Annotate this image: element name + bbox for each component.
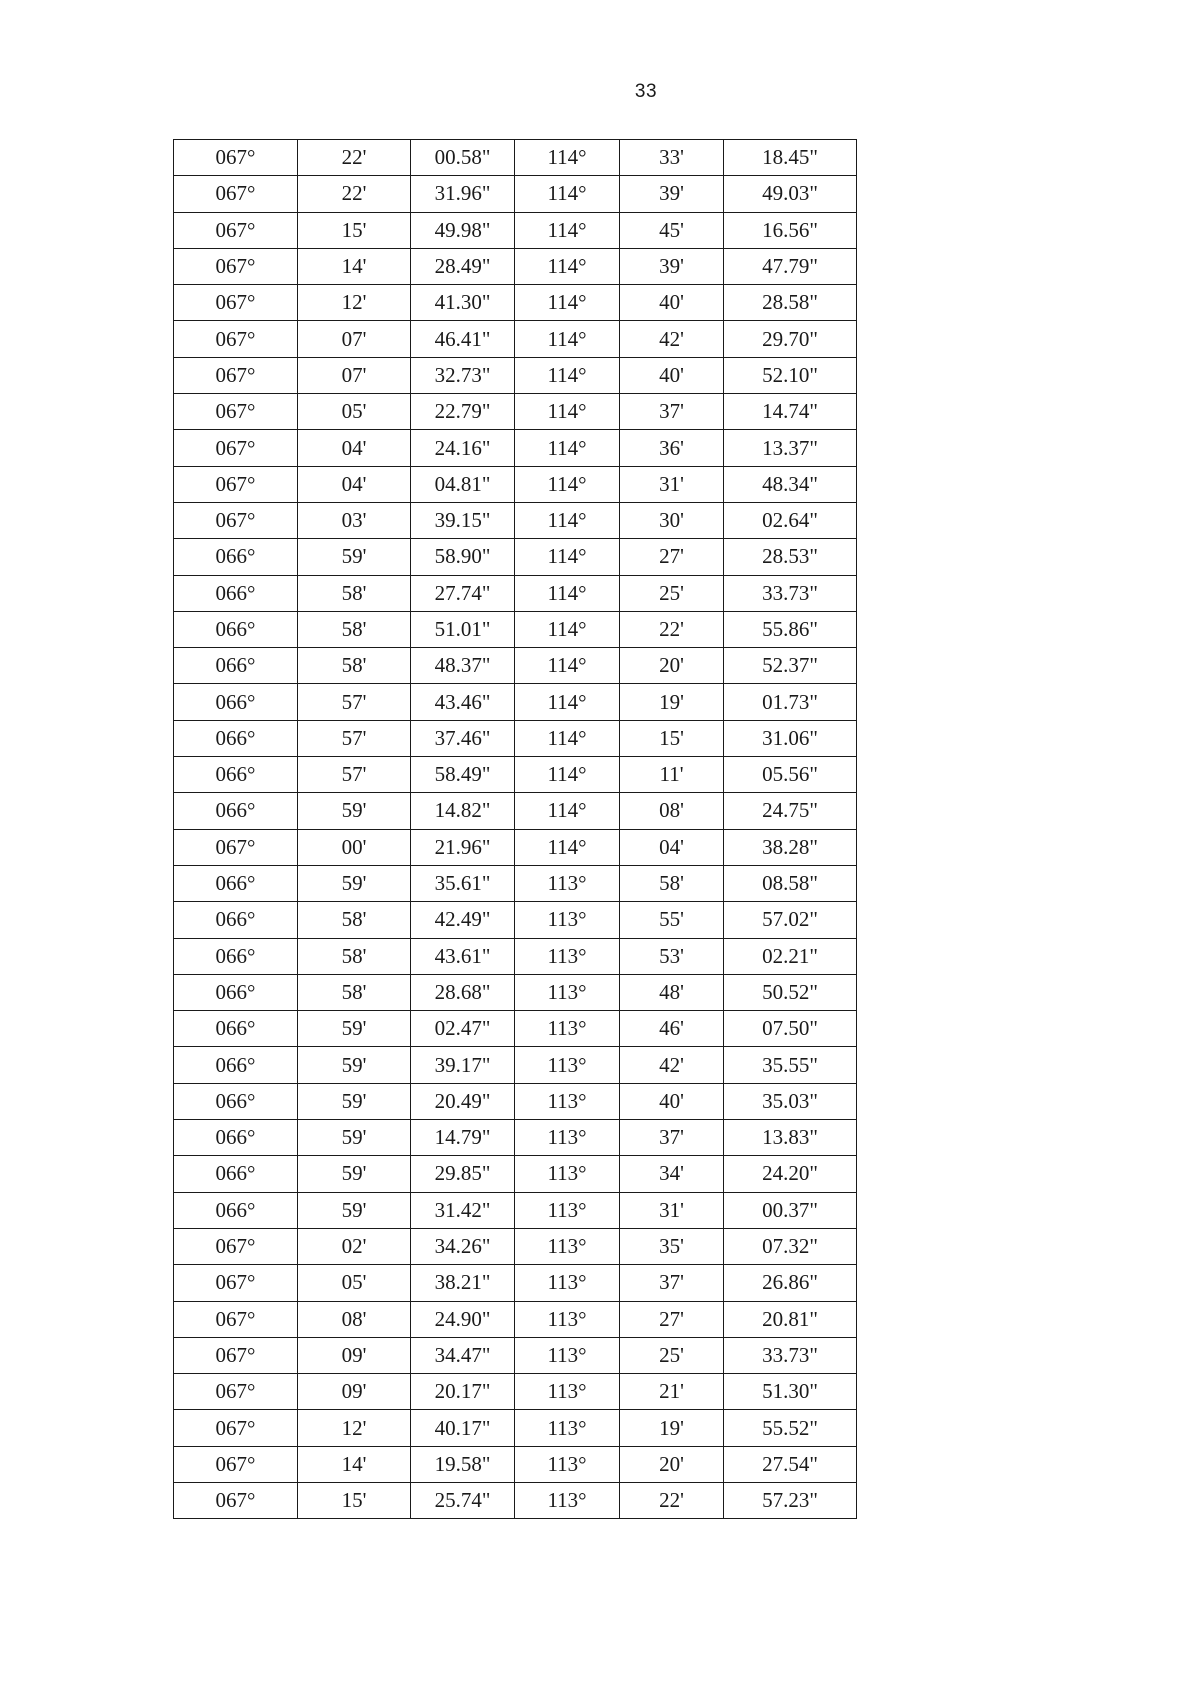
lon-seconds-cell: 28.53" <box>724 539 857 575</box>
lat-seconds-cell: 00.58" <box>411 140 515 176</box>
table-row <box>174 539 857 575</box>
lat-degrees-cell: 066° <box>174 757 298 793</box>
table-row <box>174 502 857 538</box>
lon-degrees-cell: 113° <box>515 1374 620 1410</box>
lon-degrees-cell: 114° <box>515 648 620 684</box>
coordinates-table-body <box>174 140 857 1519</box>
lon-seconds-cell: 14.74" <box>724 394 857 430</box>
lon-seconds-cell: 28.58" <box>724 285 857 321</box>
lat-seconds-cell: 20.49" <box>411 1083 515 1119</box>
lat-minutes-cell: 04' <box>298 466 411 502</box>
table-row <box>174 684 857 720</box>
lon-degrees-cell: 114° <box>515 829 620 865</box>
lon-degrees-cell: 113° <box>515 938 620 974</box>
lon-minutes-cell: 39' <box>620 248 724 284</box>
lon-minutes-cell: 27' <box>620 1301 724 1337</box>
lat-degrees-cell: 067° <box>174 140 298 176</box>
table-row <box>174 212 857 248</box>
lat-seconds-cell: 39.15" <box>411 502 515 538</box>
lat-minutes-cell: 57' <box>298 757 411 793</box>
lat-degrees-cell: 067° <box>174 357 298 393</box>
lon-seconds-cell: 33.73" <box>724 1337 857 1373</box>
lon-degrees-cell: 113° <box>515 1265 620 1301</box>
table-row <box>174 1156 857 1192</box>
lon-seconds-cell: 50.52" <box>724 974 857 1010</box>
lon-seconds-cell: 24.75" <box>724 793 857 829</box>
lat-degrees-cell: 066° <box>174 684 298 720</box>
lon-seconds-cell: 52.37" <box>724 648 857 684</box>
lon-minutes-cell: 20' <box>620 648 724 684</box>
table-row <box>174 902 857 938</box>
lon-minutes-cell: 34' <box>620 1156 724 1192</box>
lat-seconds-cell: 42.49" <box>411 902 515 938</box>
lon-minutes-cell: 46' <box>620 1011 724 1047</box>
lat-minutes-cell: 12' <box>298 1410 411 1446</box>
lon-degrees-cell: 113° <box>515 1337 620 1373</box>
lon-minutes-cell: 40' <box>620 285 724 321</box>
lat-minutes-cell: 58' <box>298 974 411 1010</box>
lon-minutes-cell: 42' <box>620 1047 724 1083</box>
lat-seconds-cell: 39.17" <box>411 1047 515 1083</box>
lat-degrees-cell: 066° <box>174 865 298 901</box>
lon-degrees-cell: 113° <box>515 865 620 901</box>
lon-seconds-cell: 16.56" <box>724 212 857 248</box>
table-row <box>174 829 857 865</box>
lat-degrees-cell: 067° <box>174 1446 298 1482</box>
lat-minutes-cell: 57' <box>298 720 411 756</box>
lon-degrees-cell: 113° <box>515 1446 620 1482</box>
lon-degrees-cell: 114° <box>515 793 620 829</box>
lon-minutes-cell: 58' <box>620 865 724 901</box>
lon-degrees-cell: 113° <box>515 1120 620 1156</box>
lat-seconds-cell: 34.47" <box>411 1337 515 1373</box>
lon-degrees-cell: 113° <box>515 1083 620 1119</box>
lat-degrees-cell: 067° <box>174 502 298 538</box>
lon-minutes-cell: 11' <box>620 757 724 793</box>
lon-minutes-cell: 35' <box>620 1228 724 1264</box>
lon-seconds-cell: 01.73" <box>724 684 857 720</box>
lon-minutes-cell: 45' <box>620 212 724 248</box>
lon-degrees-cell: 113° <box>515 1301 620 1337</box>
lat-seconds-cell: 04.81" <box>411 466 515 502</box>
lon-seconds-cell: 49.03" <box>724 176 857 212</box>
lon-degrees-cell: 114° <box>515 357 620 393</box>
table-row <box>174 938 857 974</box>
lat-seconds-cell: 24.90" <box>411 1301 515 1337</box>
lat-minutes-cell: 15' <box>298 212 411 248</box>
lon-seconds-cell: 02.21" <box>724 938 857 974</box>
lon-degrees-cell: 114° <box>515 212 620 248</box>
lat-degrees-cell: 066° <box>174 938 298 974</box>
table-row <box>174 1301 857 1337</box>
lat-degrees-cell: 067° <box>174 1410 298 1446</box>
lat-seconds-cell: 31.42" <box>411 1192 515 1228</box>
lat-degrees-cell: 067° <box>174 466 298 502</box>
lon-seconds-cell: 13.83" <box>724 1120 857 1156</box>
lat-minutes-cell: 58' <box>298 902 411 938</box>
lat-seconds-cell: 40.17" <box>411 1410 515 1446</box>
table-row <box>174 1047 857 1083</box>
lat-minutes-cell: 07' <box>298 321 411 357</box>
lon-degrees-cell: 114° <box>515 394 620 430</box>
lat-minutes-cell: 59' <box>298 1192 411 1228</box>
lon-seconds-cell: 52.10" <box>724 357 857 393</box>
lat-minutes-cell: 59' <box>298 539 411 575</box>
lon-degrees-cell: 114° <box>515 285 620 321</box>
lat-minutes-cell: 09' <box>298 1337 411 1373</box>
lat-seconds-cell: 25.74" <box>411 1482 515 1518</box>
lat-degrees-cell: 067° <box>174 829 298 865</box>
table-row <box>174 248 857 284</box>
table-row <box>174 1337 857 1373</box>
lat-minutes-cell: 22' <box>298 140 411 176</box>
table-row <box>174 793 857 829</box>
lon-seconds-cell: 35.03" <box>724 1083 857 1119</box>
table-row <box>174 1265 857 1301</box>
lon-degrees-cell: 114° <box>515 430 620 466</box>
lat-seconds-cell: 46.41" <box>411 321 515 357</box>
lon-seconds-cell: 27.54" <box>724 1446 857 1482</box>
lat-minutes-cell: 03' <box>298 502 411 538</box>
lon-degrees-cell: 114° <box>515 757 620 793</box>
lat-seconds-cell: 48.37" <box>411 648 515 684</box>
lon-degrees-cell: 114° <box>515 575 620 611</box>
lat-minutes-cell: 22' <box>298 176 411 212</box>
lat-minutes-cell: 14' <box>298 1446 411 1482</box>
lon-seconds-cell: 13.37" <box>724 430 857 466</box>
lat-seconds-cell: 37.46" <box>411 720 515 756</box>
lat-degrees-cell: 066° <box>174 611 298 647</box>
lat-minutes-cell: 58' <box>298 575 411 611</box>
lat-degrees-cell: 066° <box>174 575 298 611</box>
lat-degrees-cell: 066° <box>174 1011 298 1047</box>
lon-degrees-cell: 113° <box>515 974 620 1010</box>
lon-seconds-cell: 48.34" <box>724 466 857 502</box>
lat-seconds-cell: 34.26" <box>411 1228 515 1264</box>
lat-seconds-cell: 51.01" <box>411 611 515 647</box>
lat-seconds-cell: 58.49" <box>411 757 515 793</box>
table-row <box>174 1011 857 1047</box>
lon-seconds-cell: 57.23" <box>724 1482 857 1518</box>
lat-degrees-cell: 067° <box>174 248 298 284</box>
lon-minutes-cell: 19' <box>620 1410 724 1446</box>
lat-seconds-cell: 32.73" <box>411 357 515 393</box>
lon-minutes-cell: 39' <box>620 176 724 212</box>
lon-minutes-cell: 15' <box>620 720 724 756</box>
lon-seconds-cell: 33.73" <box>724 575 857 611</box>
lat-minutes-cell: 08' <box>298 1301 411 1337</box>
lon-seconds-cell: 29.70" <box>724 321 857 357</box>
lon-minutes-cell: 40' <box>620 357 724 393</box>
lon-minutes-cell: 37' <box>620 394 724 430</box>
lat-degrees-cell: 066° <box>174 1192 298 1228</box>
lon-minutes-cell: 21' <box>620 1374 724 1410</box>
lon-degrees-cell: 114° <box>515 684 620 720</box>
lat-seconds-cell: 58.90" <box>411 539 515 575</box>
lon-minutes-cell: 20' <box>620 1446 724 1482</box>
lon-minutes-cell: 55' <box>620 902 724 938</box>
lon-degrees-cell: 114° <box>515 466 620 502</box>
table-row <box>174 285 857 321</box>
lon-minutes-cell: 27' <box>620 539 724 575</box>
lat-degrees-cell: 067° <box>174 430 298 466</box>
lon-minutes-cell: 33' <box>620 140 724 176</box>
lon-seconds-cell: 00.37" <box>724 1192 857 1228</box>
table-row <box>174 757 857 793</box>
lat-minutes-cell: 12' <box>298 285 411 321</box>
table-row <box>174 575 857 611</box>
lon-minutes-cell: 42' <box>620 321 724 357</box>
lon-degrees-cell: 114° <box>515 248 620 284</box>
table-row <box>174 394 857 430</box>
lat-seconds-cell: 29.85" <box>411 1156 515 1192</box>
lat-minutes-cell: 07' <box>298 357 411 393</box>
table-row <box>174 720 857 756</box>
lon-minutes-cell: 31' <box>620 1192 724 1228</box>
lon-minutes-cell: 37' <box>620 1120 724 1156</box>
lon-minutes-cell: 25' <box>620 1337 724 1373</box>
lon-degrees-cell: 113° <box>515 1410 620 1446</box>
lat-degrees-cell: 067° <box>174 1228 298 1264</box>
table-row <box>174 1228 857 1264</box>
lat-seconds-cell: 27.74" <box>411 575 515 611</box>
lat-degrees-cell: 066° <box>174 1120 298 1156</box>
lon-degrees-cell: 114° <box>515 539 620 575</box>
lat-seconds-cell: 28.68" <box>411 974 515 1010</box>
table-row <box>174 466 857 502</box>
lat-seconds-cell: 02.47" <box>411 1011 515 1047</box>
lon-seconds-cell: 55.86" <box>724 611 857 647</box>
lon-minutes-cell: 08' <box>620 793 724 829</box>
lat-seconds-cell: 35.61" <box>411 865 515 901</box>
table-row <box>174 140 857 176</box>
lat-minutes-cell: 57' <box>298 684 411 720</box>
lon-seconds-cell: 35.55" <box>724 1047 857 1083</box>
lat-minutes-cell: 59' <box>298 1156 411 1192</box>
lat-minutes-cell: 05' <box>298 394 411 430</box>
table-row <box>174 648 857 684</box>
lon-degrees-cell: 113° <box>515 1482 620 1518</box>
table-row <box>174 176 857 212</box>
lon-degrees-cell: 113° <box>515 1011 620 1047</box>
lon-degrees-cell: 113° <box>515 1228 620 1264</box>
lon-seconds-cell: 24.20" <box>724 1156 857 1192</box>
lon-seconds-cell: 57.02" <box>724 902 857 938</box>
lat-minutes-cell: 02' <box>298 1228 411 1264</box>
table-row <box>174 321 857 357</box>
lat-minutes-cell: 58' <box>298 648 411 684</box>
lat-seconds-cell: 31.96" <box>411 176 515 212</box>
lon-minutes-cell: 40' <box>620 1083 724 1119</box>
lon-seconds-cell: 31.06" <box>724 720 857 756</box>
lon-minutes-cell: 19' <box>620 684 724 720</box>
lon-seconds-cell: 05.56" <box>724 757 857 793</box>
lon-degrees-cell: 114° <box>515 502 620 538</box>
lon-seconds-cell: 07.50" <box>724 1011 857 1047</box>
table-row <box>174 430 857 466</box>
lon-minutes-cell: 30' <box>620 502 724 538</box>
lat-seconds-cell: 22.79" <box>411 394 515 430</box>
lat-degrees-cell: 067° <box>174 394 298 430</box>
lon-seconds-cell: 26.86" <box>724 1265 857 1301</box>
lat-degrees-cell: 067° <box>174 1374 298 1410</box>
lat-seconds-cell: 38.21" <box>411 1265 515 1301</box>
lat-minutes-cell: 59' <box>298 1120 411 1156</box>
lat-minutes-cell: 58' <box>298 611 411 647</box>
table-row <box>174 865 857 901</box>
lat-degrees-cell: 066° <box>174 720 298 756</box>
lon-minutes-cell: 48' <box>620 974 724 1010</box>
lat-seconds-cell: 19.58" <box>411 1446 515 1482</box>
table-row <box>174 1192 857 1228</box>
lat-minutes-cell: 59' <box>298 1083 411 1119</box>
lat-minutes-cell: 59' <box>298 1011 411 1047</box>
lat-seconds-cell: 28.49" <box>411 248 515 284</box>
lon-minutes-cell: 37' <box>620 1265 724 1301</box>
lon-minutes-cell: 22' <box>620 1482 724 1518</box>
lon-seconds-cell: 47.79" <box>724 248 857 284</box>
table-row <box>174 1374 857 1410</box>
lat-degrees-cell: 067° <box>174 1482 298 1518</box>
lon-degrees-cell: 114° <box>515 321 620 357</box>
lat-seconds-cell: 24.16" <box>411 430 515 466</box>
table-row <box>174 974 857 1010</box>
lat-minutes-cell: 00' <box>298 829 411 865</box>
lon-degrees-cell: 113° <box>515 902 620 938</box>
lon-minutes-cell: 25' <box>620 575 724 611</box>
lon-degrees-cell: 114° <box>515 140 620 176</box>
lon-minutes-cell: 04' <box>620 829 724 865</box>
coordinates-table <box>173 139 857 1519</box>
table-row <box>174 357 857 393</box>
lon-seconds-cell: 38.28" <box>724 829 857 865</box>
lon-minutes-cell: 31' <box>620 466 724 502</box>
lat-minutes-cell: 59' <box>298 865 411 901</box>
lat-seconds-cell: 43.61" <box>411 938 515 974</box>
lat-minutes-cell: 04' <box>298 430 411 466</box>
lon-seconds-cell: 08.58" <box>724 865 857 901</box>
table-row <box>174 1446 857 1482</box>
lat-degrees-cell: 066° <box>174 648 298 684</box>
lat-seconds-cell: 49.98" <box>411 212 515 248</box>
lon-seconds-cell: 51.30" <box>724 1374 857 1410</box>
lon-degrees-cell: 114° <box>515 176 620 212</box>
lat-minutes-cell: 09' <box>298 1374 411 1410</box>
lat-degrees-cell: 066° <box>174 902 298 938</box>
lon-minutes-cell: 53' <box>620 938 724 974</box>
table-row <box>174 1083 857 1119</box>
lon-seconds-cell: 18.45" <box>724 140 857 176</box>
lat-degrees-cell: 067° <box>174 285 298 321</box>
lat-degrees-cell: 066° <box>174 974 298 1010</box>
lat-degrees-cell: 066° <box>174 1047 298 1083</box>
lat-degrees-cell: 067° <box>174 1337 298 1373</box>
lat-minutes-cell: 05' <box>298 1265 411 1301</box>
lon-degrees-cell: 113° <box>515 1192 620 1228</box>
lon-degrees-cell: 113° <box>515 1156 620 1192</box>
lat-degrees-cell: 067° <box>174 176 298 212</box>
lat-seconds-cell: 14.79" <box>411 1120 515 1156</box>
lat-seconds-cell: 41.30" <box>411 285 515 321</box>
table-row <box>174 611 857 647</box>
lat-seconds-cell: 14.82" <box>411 793 515 829</box>
lat-minutes-cell: 59' <box>298 793 411 829</box>
lon-degrees-cell: 114° <box>515 720 620 756</box>
lon-seconds-cell: 55.52" <box>724 1410 857 1446</box>
page-number: 33 <box>634 81 658 102</box>
table-row <box>174 1410 857 1446</box>
lon-seconds-cell: 20.81" <box>724 1301 857 1337</box>
lat-seconds-cell: 21.96" <box>411 829 515 865</box>
lat-degrees-cell: 066° <box>174 1156 298 1192</box>
lon-minutes-cell: 36' <box>620 430 724 466</box>
lat-degrees-cell: 067° <box>174 1265 298 1301</box>
lat-minutes-cell: 14' <box>298 248 411 284</box>
lon-seconds-cell: 07.32" <box>724 1228 857 1264</box>
lon-degrees-cell: 113° <box>515 1047 620 1083</box>
lon-degrees-cell: 114° <box>515 611 620 647</box>
lat-degrees-cell: 066° <box>174 1083 298 1119</box>
lat-minutes-cell: 15' <box>298 1482 411 1518</box>
lat-degrees-cell: 067° <box>174 212 298 248</box>
lat-seconds-cell: 43.46" <box>411 684 515 720</box>
lon-seconds-cell: 02.64" <box>724 502 857 538</box>
lat-minutes-cell: 58' <box>298 938 411 974</box>
lat-degrees-cell: 067° <box>174 321 298 357</box>
lon-minutes-cell: 22' <box>620 611 724 647</box>
table-row <box>174 1120 857 1156</box>
lat-degrees-cell: 066° <box>174 793 298 829</box>
lat-seconds-cell: 20.17" <box>411 1374 515 1410</box>
table-row <box>174 1482 857 1518</box>
lat-degrees-cell: 066° <box>174 539 298 575</box>
lat-minutes-cell: 59' <box>298 1047 411 1083</box>
lat-degrees-cell: 067° <box>174 1301 298 1337</box>
